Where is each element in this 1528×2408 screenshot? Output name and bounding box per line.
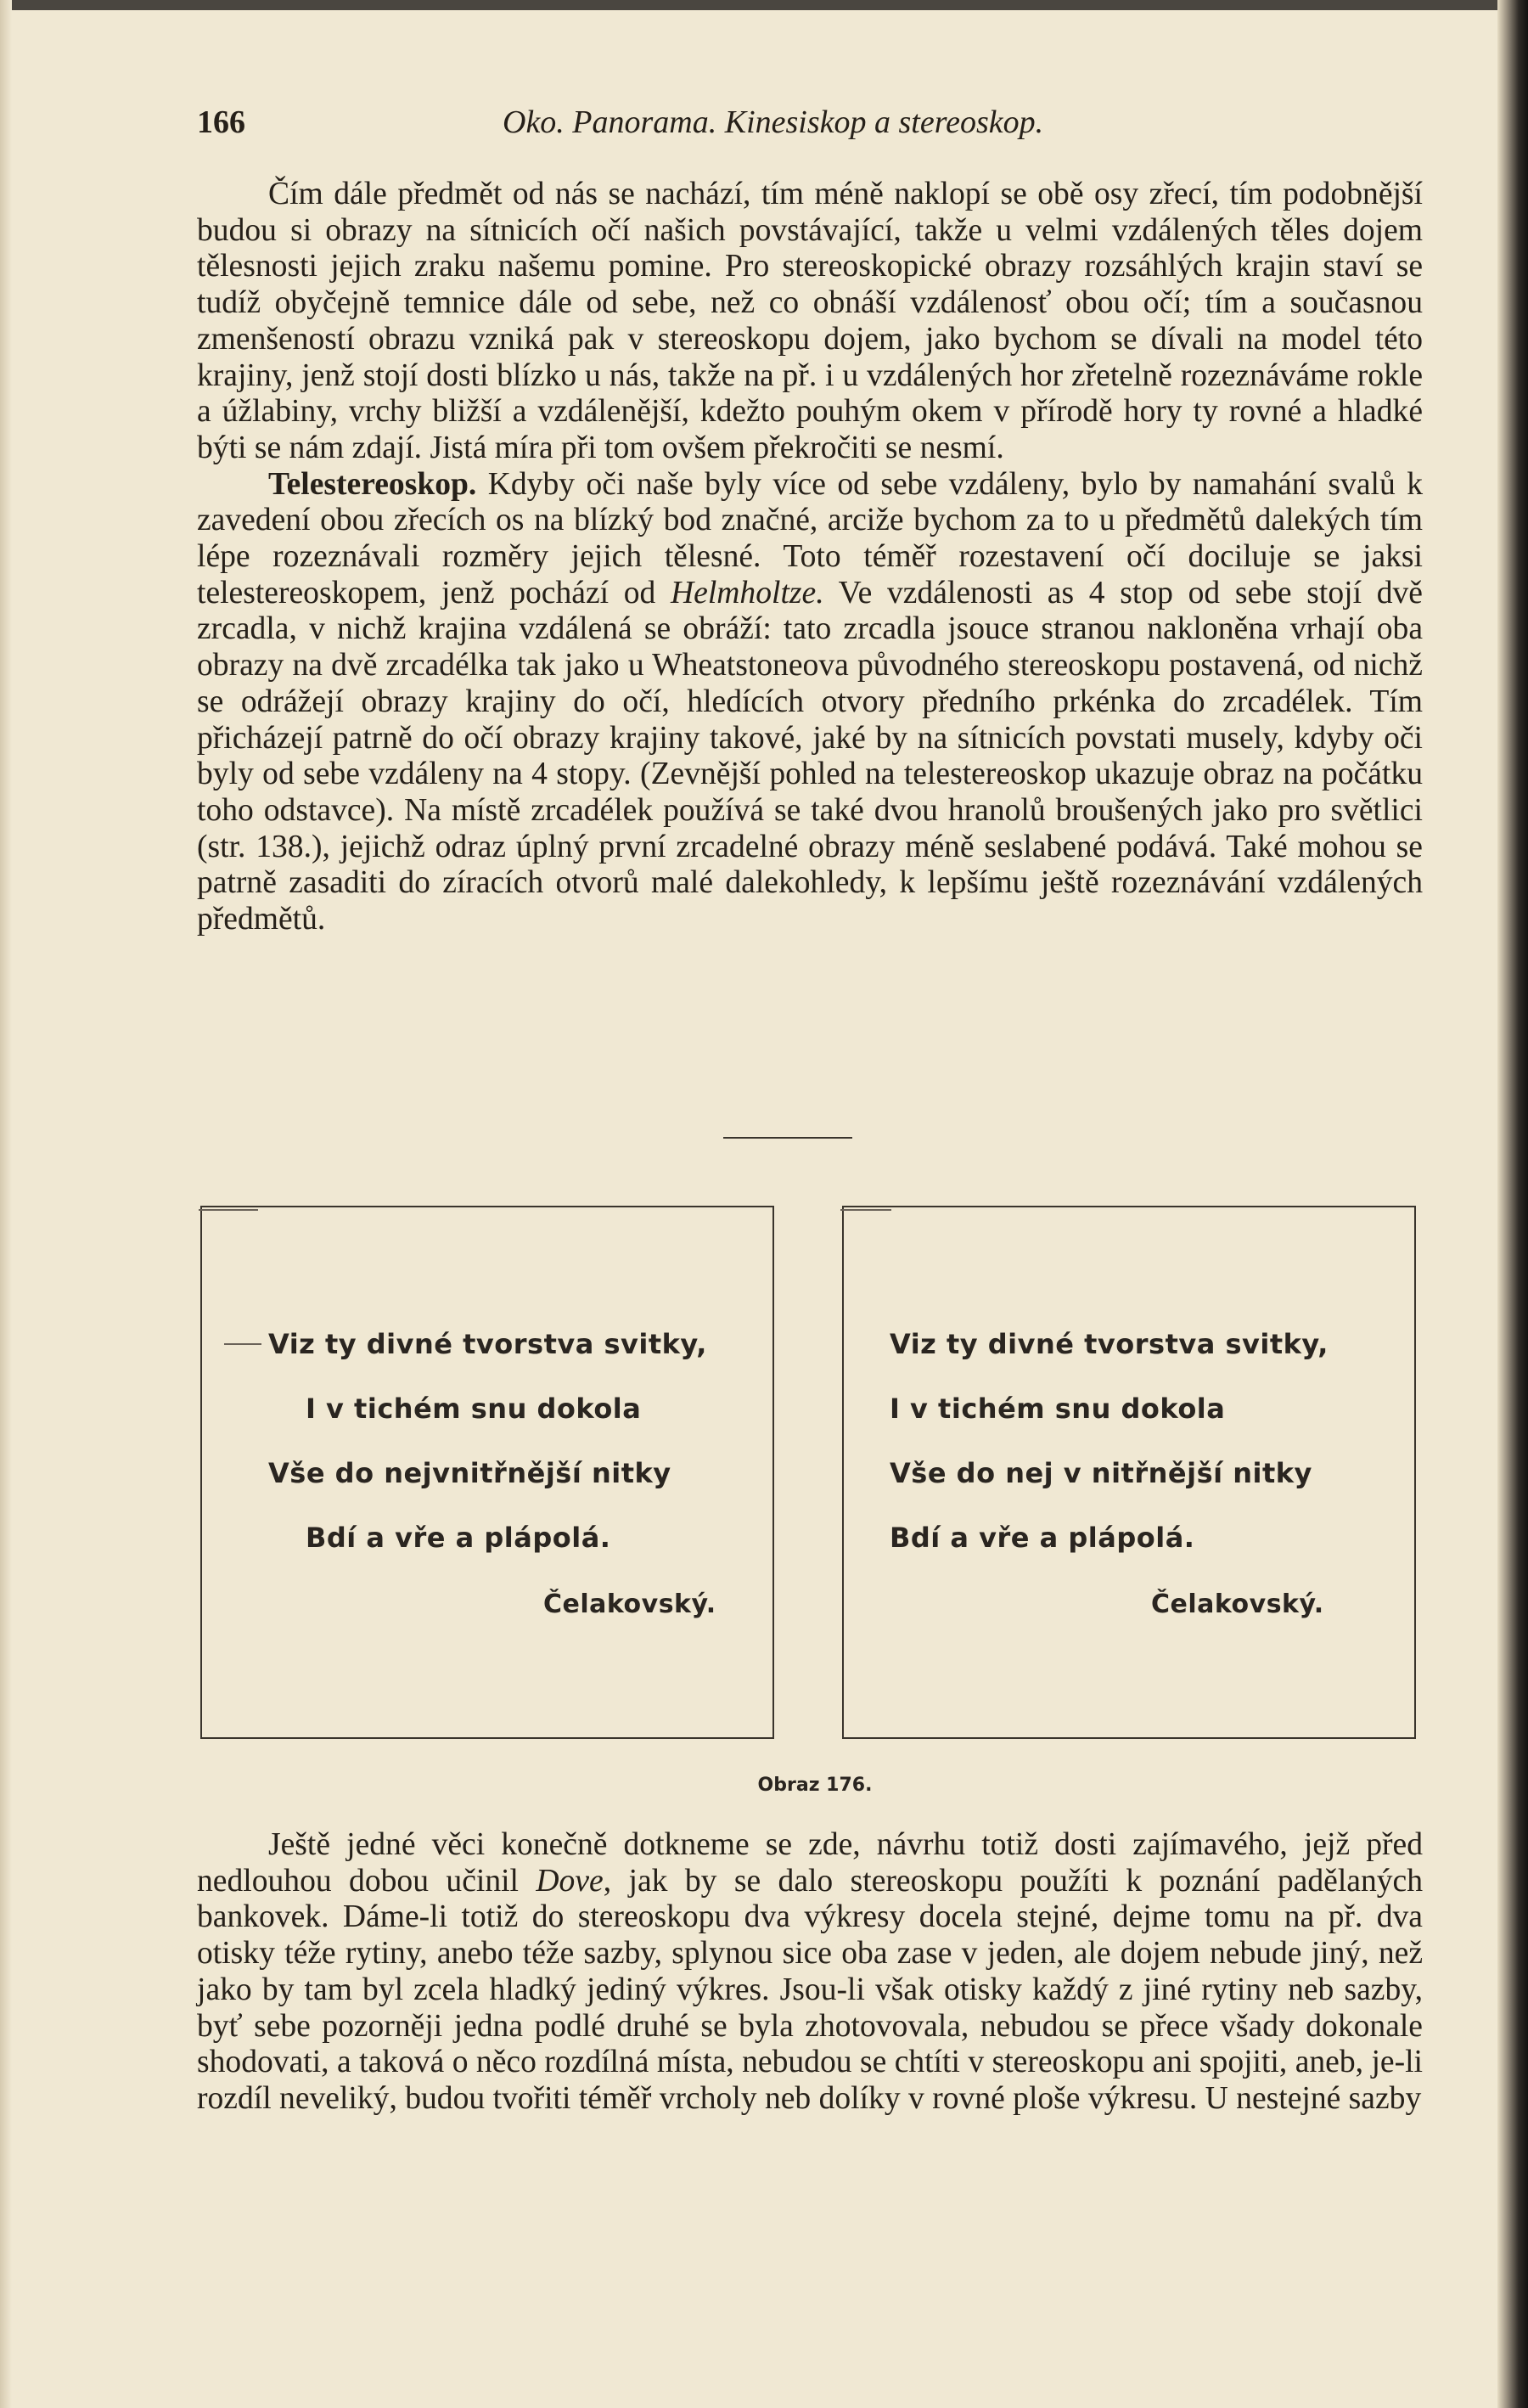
name-dove: Dove [536,1863,604,1899]
verse-author: Čelakovský. [543,1589,716,1619]
verse-line: I v tichém snu dokola [306,1392,642,1425]
paragraph-telestereoskop [197,467,1423,938]
stereo-figure-left [200,1206,774,1739]
paragraph-dove [197,1827,1423,2118]
running-title: Oko. Panorama. Kinesiskop a stereoskop. [503,104,1044,140]
paragraph-text: Kdyby oči naše byly více od sebe vzdáleny, bylo by namahání svalů k zavedení obou zřecích os na blízký bod značné, arciže bychom za to u předmětů dalekých tím lépe rozeznávali rozměry jejich tělesné. Toto téměř rozestavení očí dociluje se jaksi telestereoskopem, jenž pochází od [197,466,1423,610]
body-text-bottom [197,1827,1423,2118]
run-in-heading: Telestereoskop. [268,466,477,502]
scratch-mark [840,1209,891,1211]
page-top-shadow [0,0,1528,10]
page-right-edge [1497,0,1528,2408]
verse-line: Bdí a vře a plápolá. [306,1522,611,1554]
verse-line: Vše do nejvnitřnější nitky [268,1457,671,1489]
figure-caption: Obraz 176. [757,1775,873,1796]
stereo-figure-right [842,1206,1416,1739]
page-number: 166 [197,104,245,140]
section-divider [723,1137,852,1139]
page-left-edge [0,0,12,2408]
scratch-mark [224,1343,261,1345]
paragraph-text: Ve vzdálenosti as 4 stop od sebe stojí dvě zrcadla, v nichž krajina vzdálená se obráží: tato zrcadla jsouce stranou nakloněna vrhají oba obrazy na dvě zrcadélka tak jako u Wheatstoneova původného stereoskopu postavená, od nichž se odrážejí obrazy krajiny do očí, hledících otvory předního prkénka do zrcadélek. Tím přicházejí patrně do očí obrazy krajiny takové, jaké by na sítnicích povstati musely, kdyby oči byly od sebe vzdáleny na 4 stopy. (Zevnější pohled na telestereoskop ukazuje obraz na počátku toho odstavce). Na místě zrcadélek používá se také dvou hranolů broušených jako pro světlici (str. 138.), jejichž odraz úplný první zrcadelné obrazy méně seslabené podává. Také mohou se patrně zasaditi do zíracích otvorů malé dalekohledy, k lepšímu ještě rozeznávání vzdálených předmětů. [197,575,1423,937]
running-header [197,104,1419,146]
scratch-mark [199,1209,258,1211]
verse-author: Čelakovský. [1151,1589,1324,1619]
verse-line: Vše do nej v nitřnější nitky [890,1457,1312,1489]
verse-line: Viz ty divné tvorstva svitky, [890,1328,1329,1360]
body-text-top [197,177,1423,938]
paragraph-text: , jak by se dalo stereoskopu použíti k poznání padělaných bankovek. Dáme-li totiž do stereoskopu dva výkresy docela stejné, dejme tomu na př. dva otisky téže rytiny, anebo téže sazby, splynou sice oba zase v jeden, ale dojem nebude jiný, než jako by tam byl zcela hladký jediný výkres. Jsou-li však otisky každý z jiné rytiny neb sazby, byť sebe pozorněji jedna podlé druhé se byla zhotovovala, nebudou se přece všady dokonale shodovati, a taková o něco rozdílná místa, nebudou se chtíti v stereoskopu ani spojiti, aneb, je-li rozdíl neveliký, budou tvořiti téměř vrcholy neb dolíky v rovné ploše výkresu. U nestejné sazby [197,1863,1423,2116]
verse-line: I v tichém snu dokola [890,1392,1226,1425]
name-helmholtz: Helmholtze. [671,575,824,610]
verse-line: Viz ty divné tvorstva svitky, [268,1328,707,1360]
paragraph-text: Ještě jedné věci konečně dotkneme se zde, návrhu totiž dosti zajímavého, jejž před nedlouhou dobou učinil [197,1827,1423,1899]
verse-line: Bdí a vře a plápolá. [890,1522,1195,1554]
paragraph-distance: Čím dále předmět od nás se nachází, tím méně naklopí se obě osy zřecí, tím podobnější budou si obrazy na sítnicích očí našich povstávající, takže u velmi vzdálených těles dojem tělesnosti jejich zraku našemu pomine. Pro stereoskopické obrazy rozsáhlých krajin staví se tudíž obyčejně temnice dále od sebe, než co obnáší vzdálenosť obou očí; tím a současnou zmenšeností obrazu vzniká pak v stereoskopu dojem, jako bychom se dívali na model této krajiny, jenž stojí dosti blízko u nás, takže na př. i u vzdálených hor zřetelně rozeznáváme rokle a úžlabiny, vrchy bližší a vzdálenější, kdežto pouhým okem v přírodě hory ty rovné a hladké býti se nám zdají. Jistá míra při tom ovšem překročiti se nesmí. [197,177,1423,465]
